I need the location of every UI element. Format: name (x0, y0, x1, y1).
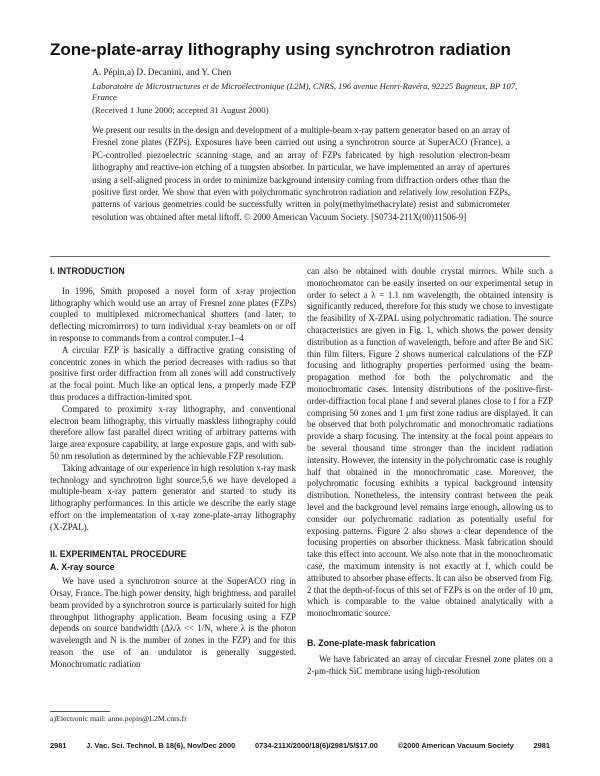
right-column (307, 266, 553, 677)
section-heading-introduction: I. INTRODUCTION (50, 266, 125, 276)
intro-paragraph-4: Taking advantage of our experience in high resolution x-ray mask technology and synchrotron light source,5,6 we have developed a multiple-beam x-ray pattern generator and started to study its lithography performances. In this article we describe the early stage effort on the implementation of x-ray zone-plate-array lithography (X-ZPAL). (50, 462, 296, 532)
footer-copyright: ©2000 American Vacuum Society (397, 741, 514, 750)
right-paragraph-1: can also be obtained with double crystal mirrors. While such a monochromator can be easily inserted on our experimental setup in order to select a λ = 1.1 nm wavelength, the obtained intensity is significantly reduced, therefore for this study we chose to investigate the feasibility of X-ZPAL using polychromatic radiation. The source characteristics are given in Fig. 1, which shows the power density distribution as a function of wavelength, before and after Be and SiC thin film filters. Figure 2 shows numerical calculations of the FZP focusing and lithography properties performed using the beam-propagation method for both the polychromatic and the monochromatic cases. Intensity distributions of the positive-first-order-diffraction focal plane f and several planes close to f for a FZP comprising 50 zones and 1 μm first zone radius are displayed. It can be observed that both polychromatic and monochromatic radiations provide a sharp focusing. The intensity at the focal point appears to be several thousand time stronger than the incident radiation intensity. However, the intensity in the polychromatic case is roughly half that obtained in the monochromatic case. Moreover, the polychromatic focusing exhibits a typical background intensity distribution. Nonetheless, the intensity contrast between the peak level and the background level remains large enough, allowing us to consider our polychromatic radiation as potentially useful for exposing patterns. Figure 2 also shows a clear dependence of the focusing properties on absorber thickness. Mask fabrication should take this effect into account. We also note that in the monochromatic case, the maximum intensity is not exactly at f, which could be attributed to absorber phase effects. It can also be observed from Fig. 2 that the depth-of-focus of this set of FZPs is on the order of 10 μm, which is comparable to the value obtained analytically with a monochromatic source. (307, 266, 553, 619)
paper-title: Zone-plate-array lithography using synchrotron radiation (50, 40, 511, 59)
footer-page-right: 2981 (533, 741, 550, 750)
intro-paragraph-3: Compared to proximity x-ray lithography, and conventional electron beam lithography, this virtually maskless lithography could therefore allow fast parallel direct writing of arbitrary patterns with large area exposure capability, at large exposure gaps, and with sub-50 nm resolution as determined by the achievable FZP resolution. (50, 403, 296, 461)
intro-paragraph-1: In 1996, Smith proposed a novel form of x-ray projection lithography which would use an array of Fresnel zone plates (FZPs) coupled to multiplexed micromechanical shutters (and later, to deflecting micromirrors) to turn individual x-ray beamlets on or off in response to commands from a control computer.1–4 (50, 285, 296, 343)
footnote-rule (50, 711, 110, 712)
right-paragraph-2: We have fabricated an array of circular Fresnel zone plates on a 2-μm-thick SiC membrane using high-resolution (307, 653, 553, 676)
footnote: a)Electronic mail: anne.pepin@L2M.cnrs.fr (50, 714, 187, 723)
subsection-heading-mask-fabrication: B. Zone-plate-mask fabrication (307, 637, 436, 648)
author-list: A. Pépin,a) D. Decanini, and Y. Chen (92, 68, 232, 78)
left-column (50, 266, 296, 671)
footer-page-left: 2981 (50, 741, 67, 750)
header-rule (50, 256, 550, 257)
experimental-paragraph-1: We have used a synchrotron source at the SuperACO ring in Orsay, France. The high power density, high brightness, and parallel beam provided by a synchrotron source is particularly suited for high throughput lithography application. Beam focusing using a FZP depends on source bandwidth (Δλ/λ << 1/N, where λ is the photon wavelength and N is the number of zones in the FZP) and for this reason the use of an undulator is generally suggested. Monochromatic radiation (50, 576, 296, 669)
footer-code: 0734-211X/2000/18(6)/2981/5/$17.00 (255, 741, 378, 750)
intro-paragraph-2: A circular FZP is basically a diffractive grating consisting of concentric zones in which the period decreases with radius so that positive first order diffraction from all zones will add constructively at the focal point. Much like an optical lens, a properly made FZP thus produces a diffraction-limited spot. (50, 344, 296, 402)
footer-journal: J. Vac. Sci. Technol. B 18(6), Nov/Dec 2000 (86, 741, 236, 750)
section-heading-experimental: II. EXPERIMENTAL PROCEDURE (50, 548, 187, 559)
abstract (92, 124, 510, 223)
abstract-text: We present our results in the design and development of a multiple-beam x-ray pattern generator based on an array of Fresnel zone plates (FZPs). Exposures have been carried out using a synchrotron source at SuperACO (France), a PC-controlled piezoelectric scanning stage, and an array of FZPs fabricated by high resolution electron-beam lithography and reactive-ion etching of a tungsten absorber. In particular, we have implemented an array of apertures using a self-aligned process in order to minimize background intensity coming from diffraction orders other than the positive first order. We show that even with polychromatic synchrotron radiation and relatively low resolution FZPs, patterns of various geometries could be successfully written in poly(methylmethacrylate) resist and submicrometer resolution was obtained after metal liftoff. © 2000 American Vacuum Society. [S0734-211X(00)11506-9] (92, 125, 510, 222)
received-dates: (Received 1 June 2000; accepted 31 August 2000) (92, 105, 269, 115)
subsection-heading-xray-source: A. X-ray source (50, 562, 115, 573)
affiliation: Laboratoire de Microstructures et de Microélectronique (L2M), CNRS, 196 avenue Henri-Ravéra, 92225 Bagneux, BP 107, France (92, 81, 518, 102)
running-footer (50, 741, 550, 750)
